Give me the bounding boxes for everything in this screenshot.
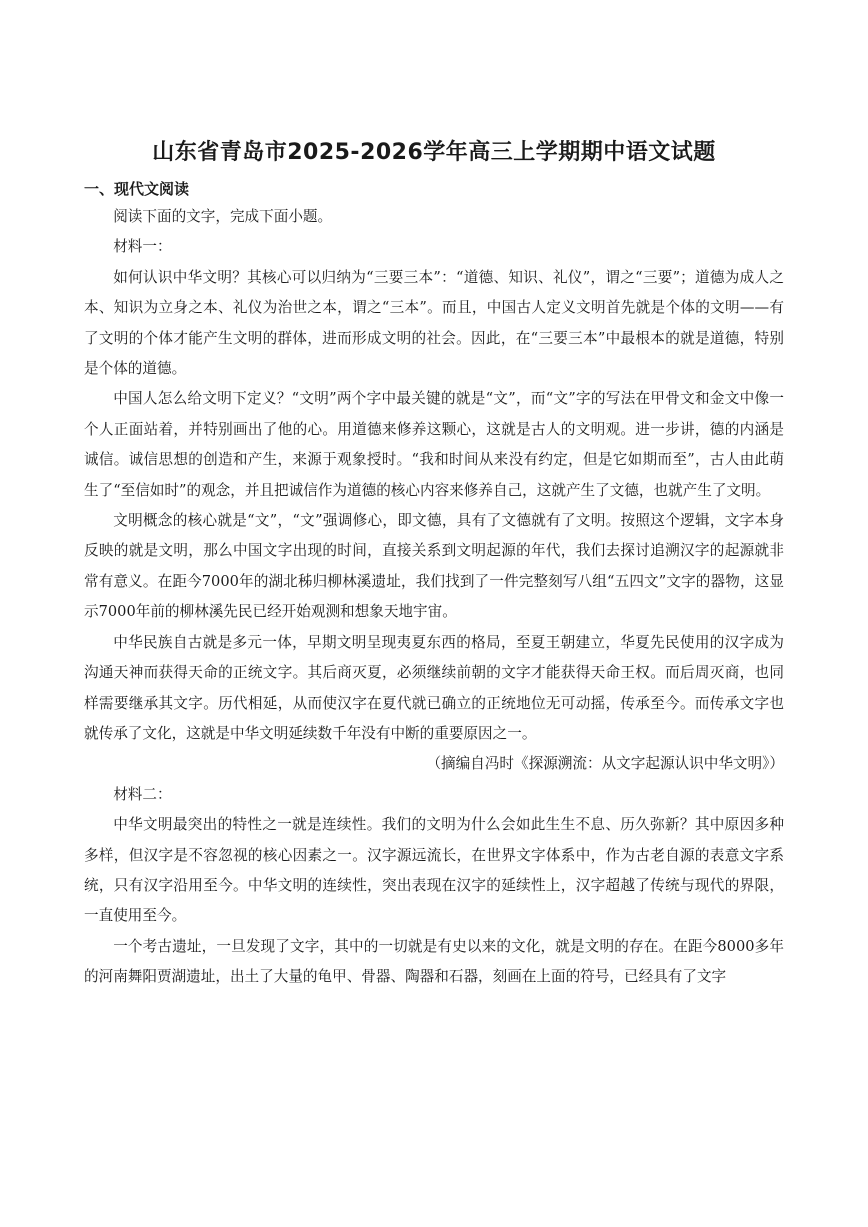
material-1-source: （摘编自冯时《探源溯流：从文字起源认识中华文明》）: [426, 755, 784, 773]
section-heading: 一、现代文阅读: [84, 180, 190, 198]
material-1-label: 材料一：: [113, 238, 172, 256]
material-2-label: 材料二：: [113, 785, 172, 803]
instruction-text: 阅读下面的文字，完成下面小题。: [113, 208, 333, 225]
page-title: 山东省青岛市2025-2026学年高三上学期期中语文试题: [152, 140, 716, 165]
material-1-paragraph: 中华民族自古就是多元一体，早期文明呈现夷夏东西的格局，至夏王朝建立，华夏先民使用的汉字成为沟通天神而获得天命的正统文字。其后商灭夏，必须继续前朝的文字才能获得天命王权。而后周灭商，也同样需要继承其文字。历代相延，从而使汉字在夏代就已确立的正统地位无可动摇，传承至今。而传承文字也就传承了文化，这就是中华文明延续数千年没有中断的重要原因之一。: [84, 633, 784, 742]
material-1-paragraph: 如何认识中华文明？其核心可以归纳为“三要三本”：“道德、知识、礼仪”，谓之“三要”；道德为成人之本、知识为立身之本、礼仪为治世之本，谓之“三本”。而且，中国古人定义文明首先就是个体的文明——有了文明的个体才能产生文明的群体，进而形成文明的社会。因此，在“三要三本”中最根本的就是道德，特别是个体的道德。: [84, 268, 784, 378]
material-2-paragraph: 一个考古遗址，一旦发现了文字，其中的一切就是有史以来的文化，就是文明的存在。在距今8000多年的河南舞阳贾湖遗址，出土了大量的龟甲、骨器、陶器和石器，刻画在上面的符号，已经具有了文字: [84, 937, 784, 986]
material-1-paragraph: 中国人怎么给文明下定义？“文明”两个字中最关键的就是“文”，而“文”字的写法在甲骨文和金文中像一个人正面站着，并特别画出了他的心。用道德来修养这颗心，这就是古人的文明观。进一步讲，德的内涵是诚信。诚信思想的创造和产生，来源于观象授时。“我和时间从来没有约定，但是它如期而至”，古人由此萌生了“至信如时”的观念，并且把诚信作为道德的核心内容来修养自己，这就产生了文德，也就产生了文明。: [84, 390, 784, 499]
material-2-paragraph: 中华文明最突出的特性之一就是连续性。我们的文明为什么会如此生生不息、历久弥新？其中原因多种多样，但汉字是不容忽视的核心因素之一。汉字源远流长，在世界文字体系中，作为古老自源的表意文字系统，只有汉字沿用至今。中华文明的连续性，突出表现在汉字的延续性上，汉字超越了传统与现代的界限，一直使用至今。: [84, 816, 784, 925]
material-1-paragraph: 文明概念的核心就是“文”，“文”强调修心，即文德，具有了文德就有了文明。按照这个逻辑，文字本身反映的就是文明，那么中国文字出现的时间，直接关系到文明起源的年代，我们去探讨追溯汉字的起源就非常有意义。在距今7000年的湖北秭归柳林溪遗址，我们找到了一件完整刻写八组“五四文”文字的器物，这显示7000年前的柳林溪先民已经开始观测和想象天地宇宙。: [84, 512, 784, 621]
